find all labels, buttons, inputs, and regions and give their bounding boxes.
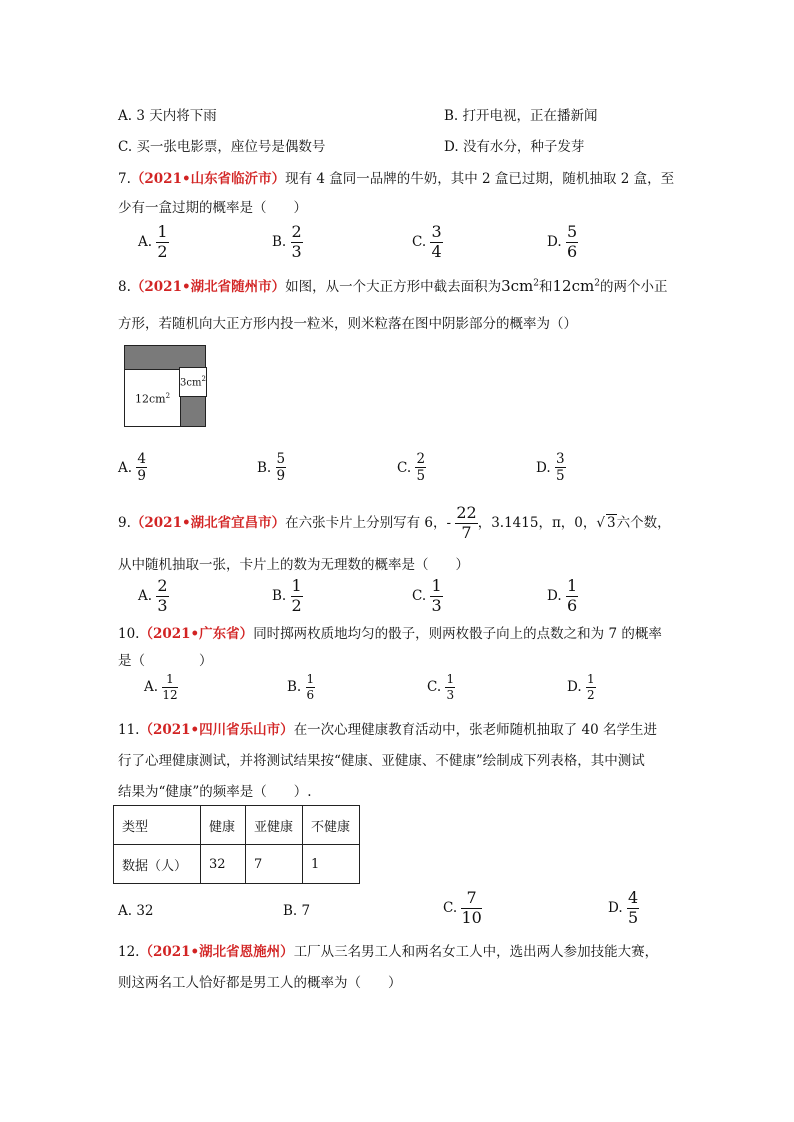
- fraction: $\frac{3}{5}$: [555, 451, 565, 485]
- q10-stem-line2: 是（ ）: [118, 653, 213, 669]
- q8-option-a: A. $\frac{4}{9}$: [118, 451, 146, 485]
- table-cell: 数据（人）: [114, 845, 201, 884]
- q11-option-c: C. $\frac{7}{10}$: [443, 888, 482, 927]
- fraction: $\frac{1}{3}$: [446, 672, 455, 702]
- square-3cm: [179, 367, 207, 397]
- q8-stem: 8.（2021•湖北省随州市）如图，从一个大正方形中截去面积为$3cm^2$和$12cm^2$的两个小正: [118, 277, 668, 295]
- table-cell: 7: [246, 845, 303, 884]
- q10-option-c: C. $\frac{1}{3}$: [427, 672, 455, 702]
- sqrt-symbol: √: [596, 514, 606, 531]
- q7-option-c: C. $\frac{3}{4}$: [412, 222, 442, 261]
- q9-option-a: A. $\frac{2}{3}$: [138, 576, 168, 615]
- q7-option-b: B. $\frac{2}{3}$: [272, 222, 302, 261]
- fraction: $\frac{5}{9}$: [276, 451, 286, 485]
- q10-option-d: D. $\frac{1}{2}$: [567, 672, 595, 702]
- fraction: $\frac{1}{2}$: [157, 222, 168, 261]
- q11-option-a: A. 32: [118, 903, 154, 919]
- fraction: $\frac{2}{5}$: [416, 451, 426, 485]
- q9-option-c: C. $\frac{1}{3}$: [412, 576, 442, 615]
- q11-stem-line3: 结果为“健康”的频率是（ ）.: [118, 784, 312, 800]
- q9-option-d: D. $\frac{1}{6}$: [547, 576, 578, 615]
- table-row: [114, 845, 360, 884]
- q12-stem-line2: 则这两名工人恰好都是男工人的概率为（ ）: [118, 975, 402, 991]
- q11-stem: 11.（2021•四川省乐山市）在一次心理健康教育活动中，张老师随机抽取了 40 名学生进: [118, 722, 657, 738]
- q8-option-c: C. $\frac{2}{5}$: [397, 451, 426, 485]
- q11-stem-line2: 行了心理健康测试，并将测试结果按“健康、亚健康、不健康”绘制成下列表格，其中测试: [118, 753, 645, 769]
- q9-stem: 9.（2021•湖北省宜昌市）在六张卡片上分别写有 6，- $\frac{22}{7}$ ，3.1415，π，0，√ 3六个数，: [118, 503, 671, 542]
- table-cell: 1: [303, 845, 360, 884]
- q11-source: （2021•四川省乐山市）: [139, 722, 294, 738]
- label-12cm: $12cm^2$: [135, 392, 171, 406]
- q11-table: [113, 805, 360, 884]
- table-cell: 类型: [114, 806, 201, 845]
- q10-option-a: A. $\frac{1}{12}$: [144, 672, 178, 702]
- fraction: $\frac{7}{10}$: [461, 888, 482, 927]
- fraction: $\frac{1}{2}$: [586, 672, 595, 702]
- q7-option-d: D. $\frac{5}{6}$: [547, 222, 578, 261]
- q6-option-b: B. 打开电视，正在播新闻: [444, 108, 598, 124]
- q7-source: （2021•山东省临沂市）: [130, 171, 286, 187]
- q6-option-a: A. 3 天内将下雨: [118, 108, 217, 124]
- fraction: $\frac{22}{7}$: [456, 503, 477, 542]
- q6-option-c: C. 买一张电影票，座位号是偶数号: [118, 139, 326, 155]
- fraction: $\frac{5}{6}$: [566, 222, 578, 261]
- table-header-row: [114, 806, 360, 845]
- fraction: $\frac{1}{6}$: [306, 672, 315, 702]
- q10-option-b: B. $\frac{1}{6}$: [287, 672, 315, 702]
- q8-source: （2021•湖北省随州市）: [130, 279, 286, 295]
- table-cell: 不健康: [303, 806, 360, 845]
- square-12cm: [124, 369, 181, 427]
- q7-stem: 7.（2021•山东省临沂市）现有 4 盒同一品牌的牛奶，其中 2 盒已过期，随机抽取 2 盒，至: [118, 171, 675, 187]
- table-cell: 健康: [201, 806, 246, 845]
- fraction: $\frac{2}{3}$: [291, 222, 302, 261]
- fraction: $\frac{4}{5}$: [627, 888, 639, 927]
- fraction: $\frac{1}{12}$: [162, 672, 178, 702]
- q12-stem: 12.（2021•湖北省恩施州）工厂从三名男工人和两名女工人中，选出两人参加技能大赛，: [118, 944, 659, 960]
- table-cell: 32: [201, 845, 246, 884]
- q8-option-b: B. $\frac{5}{9}$: [257, 451, 286, 485]
- q10-stem: 10.（2021•广东省）同时掷两枚质地均匀的骰子，则两枚骰子向上的点数之和为 7 的概率: [118, 626, 662, 642]
- fraction: $\frac{1}{3}$: [431, 576, 442, 615]
- label-3cm: $3cm^2$: [180, 375, 206, 389]
- q11-option-d: D. $\frac{4}{5}$: [608, 888, 639, 927]
- fraction: $\frac{3}{4}$: [431, 222, 442, 261]
- q9-stem-line2: 从中随机抽取一张，卡片上的数为无理数的概率是（ ）: [118, 557, 469, 573]
- q9-source: （2021•湖北省宜昌市）: [130, 514, 286, 531]
- q8-figure: [124, 345, 206, 427]
- q7-option-a: A. $\frac{1}{2}$: [138, 222, 168, 261]
- q11-option-b: B. 7: [283, 903, 311, 919]
- table-cell: 亚健康: [246, 806, 303, 845]
- fraction: $\frac{1}{2}$: [291, 576, 302, 615]
- q8-option-d: D. $\frac{3}{5}$: [536, 451, 565, 485]
- q12-source: （2021•湖北省恩施州）: [139, 944, 294, 960]
- q7-stem-line2: 少有一盒过期的概率是（ ）: [118, 200, 307, 216]
- q6-option-d: D. 没有水分，种子发芽: [444, 139, 585, 155]
- fraction: $\frac{1}{6}$: [566, 576, 578, 615]
- q9-option-b: B. $\frac{1}{2}$: [272, 576, 302, 615]
- fraction: $\frac{4}{9}$: [137, 451, 146, 485]
- fraction: $\frac{2}{3}$: [157, 576, 168, 615]
- q10-source: （2021•广东省）: [139, 626, 254, 642]
- q8-stem-line2: 方形，若随机向大正方形内投一粒米，则米粒落在图中阴影部分的概率为（）: [118, 316, 577, 332]
